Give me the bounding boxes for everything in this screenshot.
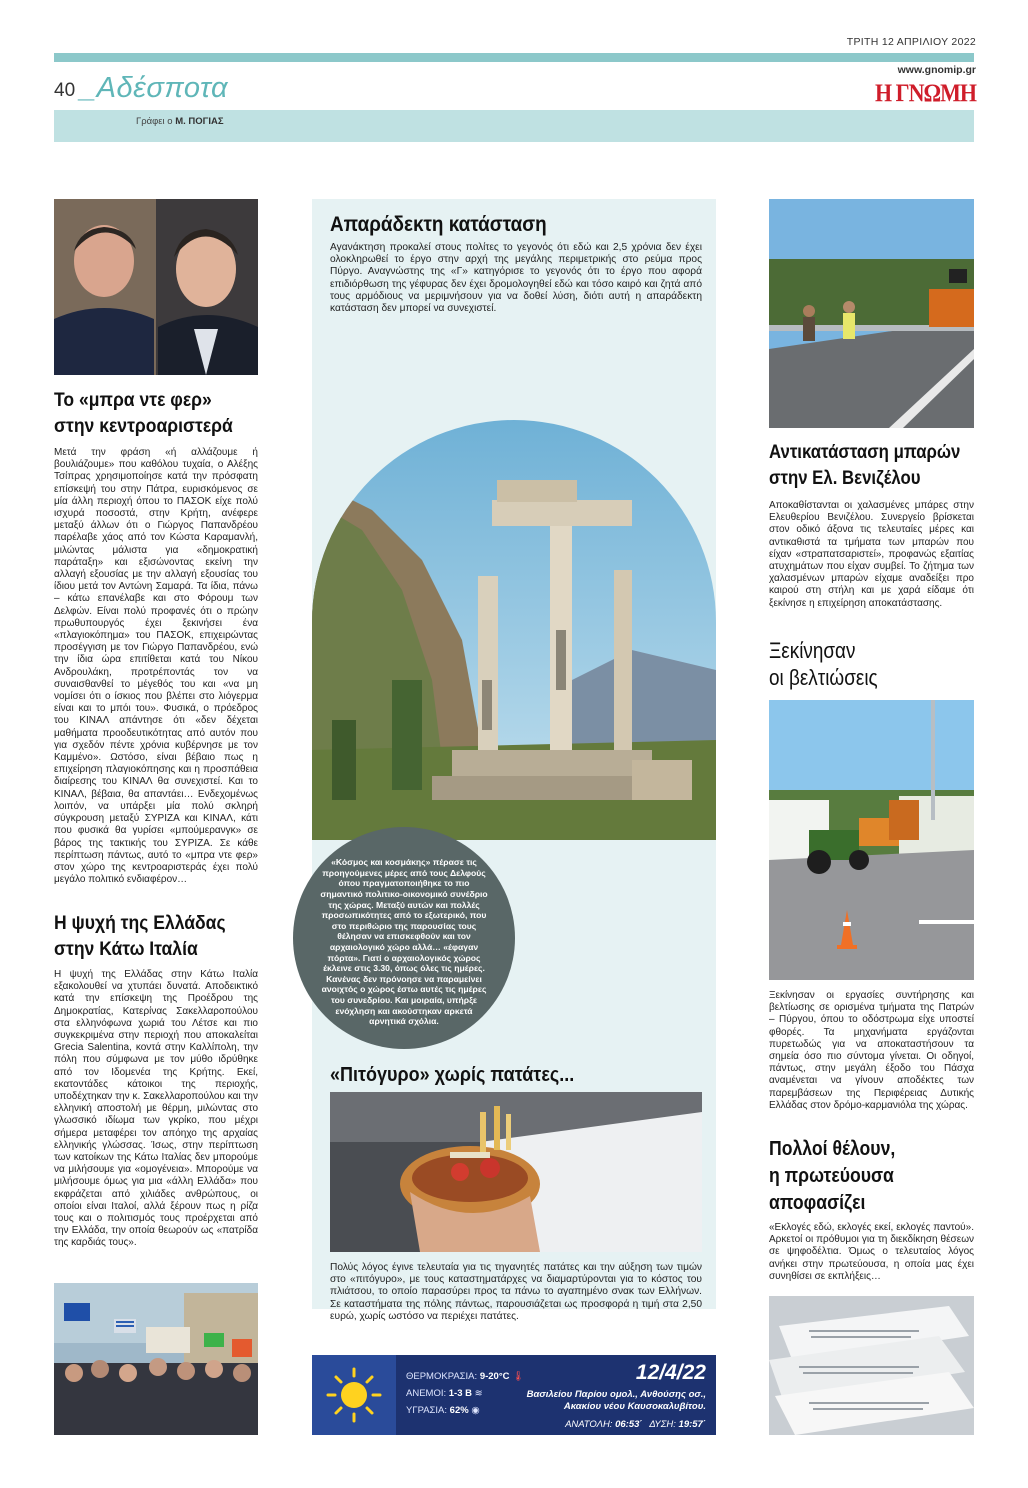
humidity-icon: ◉ — [471, 1405, 480, 1416]
headline-improvements-2: οι βελτιώσεις — [769, 665, 878, 690]
headline-greek-soul-2: στην Κάτω Ιταλία — [54, 938, 198, 960]
politicians-photo — [54, 199, 258, 375]
ballot-papers-photo — [769, 1296, 974, 1435]
temperature-value: 9-20°C — [479, 1371, 510, 1382]
headline-greek-soul-1: Η ψυχή της Ελλάδας — [54, 912, 226, 934]
headline-guardrails-2: στην Ελ. Βενιζέλου — [769, 467, 921, 489]
headline-pitogyro: «Πιτόγυρο» χωρίς πατάτες... — [330, 1064, 575, 1086]
article-capital: «Εκλογές εδώ, εκλογές εκεί, εκλογές παντού». Αρκετοί οι πρόθυμοι για τη διεκδίκηση θέσεων σε ψηφοδέλτια. Όμως ο τελευταίος λόγος ανήκει στην πρωτεύουσα, η οποία μας έχει συνηθίσει σε εκπλήξεις… — [769, 1222, 974, 1282]
delphi-quote-text: «Κόσμος και κοσμάκης» πέρασε τις προηγούμενες μέρες από τους Δελφούς όπου πραγματοποιήθηκε το πιο σημαντικό πολιτικο-οικονομικό συνέδριο της χώρας. Μεταξύ αυτών και πολλές προσωπικότητες από το εξωτερικό, που στο περιθώριο της παρουσίας τους θέλησαν να επισκεφθούν και τον αρχαιολογικό χώρο αλλά… «έφαγαν πόρτα». Γιατί ο αρχαιολογικός χώρος έκλεινε στις 3.30, όπως όλες τις ημέρες. Κανένας δεν πρόνοησε να παραμείνει ανοιχτός ο χώρος έστω αυτές τις ημέρες του συνεδρίου. Και μοιραία, υπήρξε ενόχληση και ακούστηκαν αρκετά αρνητικά σχόλια. — [320, 857, 488, 1027]
wind-value: 1-3 Β — [448, 1388, 472, 1399]
byline-prefix: Γράφει ο — [136, 116, 173, 127]
page-number: 40 — [54, 80, 76, 101]
sunset-value: 19:57΄ — [678, 1419, 706, 1430]
thermometer-icon: 🌡 — [512, 1371, 525, 1382]
byline-author: Μ. ΠΟΓΙΑΣ — [175, 116, 224, 127]
site-url[interactable]: www.gnomip.gr — [897, 64, 976, 76]
sunset-label: ΔΥΣΗ: — [649, 1419, 676, 1430]
delphi-quote-bubble — [293, 827, 515, 1049]
header-bar — [54, 53, 974, 62]
article-improvements: Ξεκίνησαν οι εργασίες συντήρησης και βελτίωσης σε ορισμένα τμήματα της Πατρών – Πύργου, όπου το οδόστρωμα είχε υποστεί φθορές. Τα μηχανήματα εργάζονται πυρετωδώς για να αποκαταστήσουν τα σημεία όσο πιο σύντομα γίνεται. Οι οδηγοί, πάντως, στην μεγάλη έξοδο του Πάσχα αναμένεται να γίνουν αποδέκτες των παρεμβάσεων της Περιφέρειας Δυτικής Ελλάδας στον δρόμο-καρμανιόλα της χώρας. — [769, 990, 974, 1111]
article-bra-de-fer: Μετά την φράση «ή αλλάζουμε ή βουλιάζουμε» που καθόλου τυχαία, ο Αλέξης Τσίπρας χρησιμοποίησε κατά την πρόσφατη επίσκεψή του στην Πάτρα, ευρισκόμενος σε μία άλλη περιοχή όπου το ΠΑΣΟΚ είχε πολύ ισχυρά ποσοστά, στην Κρήτη, ανέφερε μεταξύ άλλων ότι ο Γιώργος Παπανδρέου παρέλαβε χάος από τον Κώστα Καραμανλή, μιλώντας μάλιστα για «δημοκρατική παράταξη» και εξισώνοντας εκείνη την αλλαγή εξουσίας με την αλλαγή εξουσίας του ίδιου μετά τον Αντώνη Σαμαρά. Τα ίδια, πάνω – κάτω επανέλαβε και στο Φόρουμ των Δελφών. Είναι πολύ προφανές ότι ο πρώην πρωθυπουργός έχει ξεκινήσει ένα «πλαγιοκόπημα» του ΠΑΣΟΚ, επιχειρώντας προσέγγιση με τον Γιώργο Παπανδρέου, ενώ την ίδια ώρα επιτίθεται κατά του Νίκου Ανδρουλάκη, προτρέποντάς τον να συναισθανθεί το μέγεθός του και «να μη νομίσει ότι ο ίσκιος που βλέπει στο λιόγερμα είναι και το μπόι του». Φυσικά, ο πρόεδρος του ΚΙΝΑΛ απάντησε ότι «δεν δέχεται μαθήματα προοδευτικότητας από αυτόν που για σχεδόν πέντε χρόνια κυβέρνησε με τον Καμμένο». Ωστόσο, είναι βέβαιο πως η επιχείρηση πλαγιοκόπησης και η προσπάθεια διαίρεσης του ΚΙΝΑΛ θα συνεχιστεί. Και το ΚΙΝΑΛ, βέβαια, θα απαντάει… Ενδεχομένως λοιπόν, να υπάρξει μία πολύ σκληρή σύγκρουση μεταξύ ΣΥΡΙΖΑ και ΚΙΝΑΛ, κάτι που φυσικά θα γυρίσει «μπούμερανγκ» σε βάρος της τακτικής του ΣΥΡΙΖΑ. Σε κάθε περίπτωση πάντως, αυτό το «μπρα ντε φερ» στον χώρο της κεντροαριστεράς έχει πολύ μεγάλο πολιτικό ενδιαφέρον… — [54, 447, 258, 886]
guardrail-works-photo — [769, 199, 974, 428]
delphi-tholos-photo — [312, 420, 716, 840]
sun-times — [565, 1419, 706, 1430]
newspaper-logo: Η ΓΝΩΜΗ — [875, 78, 976, 107]
sunrise-value: 06:53΄ — [615, 1419, 643, 1430]
article-pitogyro: Πολύς λόγος έγινε τελευταία για τις τηγανητές πατάτες και την αύξηση των τιμών στο «πιτόγυρο», με τους καταστηματάρχες να διαμαρτύρονται για το κόστος του πλιάτσου, το οποίο παρασύρει προς τα πάνω το αγαπημένο σνακ των Ελλήνων. Σε καταστήματα της πόλης πάντως, παρουσιάζεται ως προσφορά η τιμή στα 2,50 ευρώ, χωρίς ωστόσο να περιέχει πατάτες. — [330, 1262, 702, 1322]
wind-icon: ≋ — [474, 1388, 483, 1399]
headline-bra-de-fer-2: στην κεντροαριστερά — [54, 415, 233, 437]
crowd-with-flags-photo — [54, 1283, 258, 1435]
temperature-label: ΘΕΡΜΟΚΡΑΣΙΑ: — [406, 1371, 478, 1382]
headline-unacceptable: Απαράδεκτη κατάσταση — [330, 213, 547, 236]
headline-guardrails-1: Αντικατάσταση μπαρών — [769, 441, 961, 463]
wind-label: ΑΝΕΜΟΙ: — [406, 1388, 447, 1399]
road-mower-photo — [769, 700, 974, 980]
article-guardrails: Αποκαθίστανται οι χαλασμένες μπάρες στην Ελευθερίου Βενιζέλου. Συνεργείο βρίσκεται στον οδικό άξονα τις τελευταίες μέρες και αντικαθιστά τα τμήματα των μπαρών που είχαν «στραπατσαριστεί», προφανώς εξαιτίας ατυχημάτων που είχαν συμβεί. Το ζήτημα των χαλασμένων μπαρών είχαμε αναδείξει προ καιρού στη στήλη και με χαρά είδαμε ότι ξεκίνησε η επιχείρηση αποκατάστασης. — [769, 500, 974, 609]
headline-bra-de-fer-1: Το «μπρα ντε φερ» — [54, 389, 212, 411]
headline-capital-2: η πρωτεύουσα — [769, 1164, 894, 1187]
sunrise-label: ΑΝΑΤΟΛΗ: — [565, 1419, 613, 1430]
headline-capital-3: αποφασίζει — [769, 1191, 866, 1214]
headline-capital-1: Πολλοί θέλουν, — [769, 1137, 896, 1160]
wind — [406, 1388, 483, 1399]
humidity-label: ΥΓΡΑΣΙΑ: — [406, 1405, 448, 1416]
temperature — [406, 1371, 524, 1382]
sun-icon — [312, 1355, 396, 1435]
section-title: _Αδέσποτα — [80, 72, 229, 104]
article-unacceptable: Αγανάκτηση προκαλεί στους πολίτες το γεγονός ότι εδώ και 2,5 χρόνια δεν έχει ολοκληρωθεί το έργο στην αρχή της μεγάλης περιμετρικής στο ρεύμα προς Πύργο. Αναγνώστης της «Γ» κατηγόρισε το γεγονός ότι το έργο που αφορά επιδιόρθωση της γέφυρας δεν έχει δρομολογηθεί εδώ και τόσο καιρό και ζητά από τους αρμόδιους να μεριμνήσουν για να δοθεί λύση, διότι αυτή η απαράδεκτη κατάσταση δεν μπορεί να συνεχιστεί. — [330, 242, 702, 315]
humidity — [406, 1405, 480, 1416]
issue-date: ΤΡΙΤΗ 12 ΑΠΡΙΛΙΟΥ 2022 — [846, 36, 976, 48]
article-greek-soul: Η ψυχή της Ελλάδας στην Κάτω Ιταλία εξακολουθεί να χτυπάει δυνατά. Αποδεικτικό κατά την επίσκεψη της Προέδρου της Δημοκρατίας, Κατερίνας Σακελλαροπούλου στα ελληνόφωνα χωριά του Λέτσε και πιο συγκεκριμένα στην περιοχή που αποκαλείται Grecia Salentina, κοντά στην Καλλίπολη, την πόλη που σύμφωνα με τον μύθο ιδρύθηκε από τον Ιδομενέα της Κρήτης. Εκεί, εκατοντάδες κάτοικοι της περιοχής, υποδέχτηκαν την κ. Σακελλαροπούλου και την ελληνική αποστολή με θέρμη, μιλώντας στο γλωσσικό ιδίωμα των γκρίκο, που μέχρι σήμερα μεταφέρει τον απόηχο της αρχαίας ελληνικής γλώσσας. Ίσως, στην περίπτωση των κατοίκων της Κάτω Ιταλίας δεν μπορούμε να μιλήσουμε για «ομογένεια». Μπορούμε να μιλήσουμε όμως για μια «άλλη Ελλάδα» που εκφράζεται από χιλιάδες ανθρώπους, οι οποίοι είναι Ιταλοί, αλλά ξέρουν πως η ρίζα τους και ο πολιτισμός τους προέρχεται από την Ελλάδα, την οποία θεωρούν ως «πατρίδα της καρδιάς τους». — [54, 969, 258, 1249]
weather-date: 12/4/22 — [635, 1361, 706, 1384]
humidity-value: 62% — [449, 1405, 469, 1416]
weather-box — [312, 1355, 716, 1435]
pita-gyro-photo — [330, 1092, 702, 1252]
byline — [136, 116, 224, 127]
headline-improvements-1: Ξεκίνησαν — [769, 638, 856, 663]
nameday: Βασιλείου Παρίου ομολ., Ανθούσης οσ., Ακακίου νέου Καυσοκαλυβίτου. — [526, 1389, 706, 1412]
